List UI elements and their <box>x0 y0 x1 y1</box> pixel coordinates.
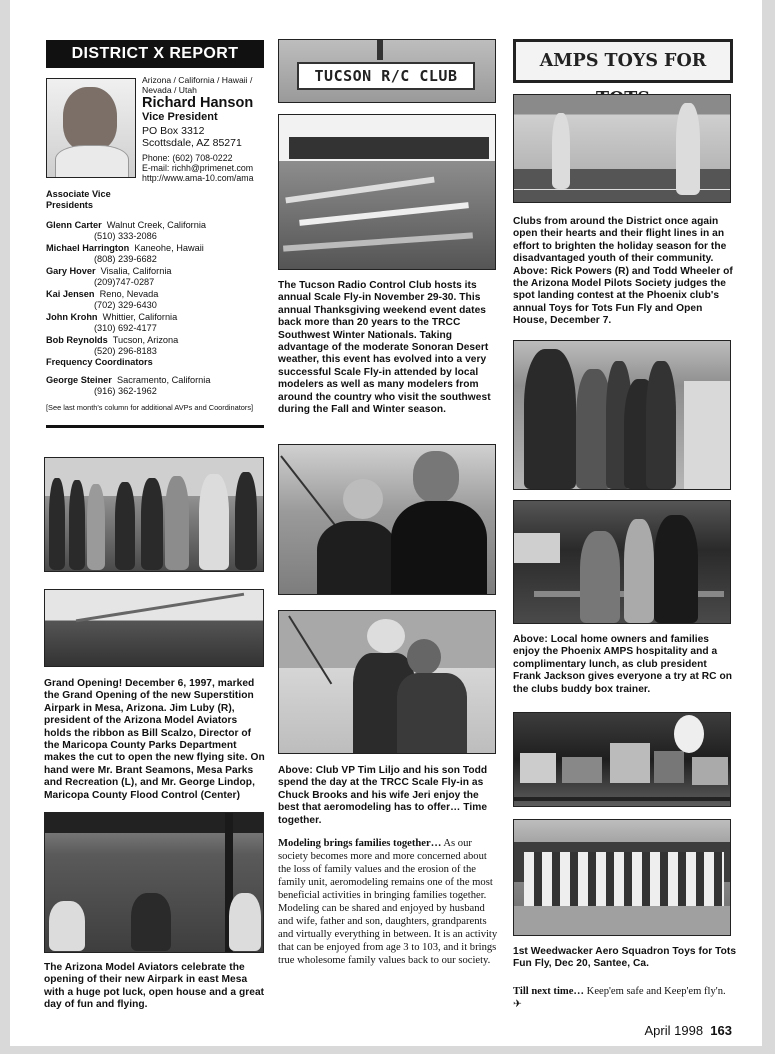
vp-portrait <box>46 78 136 178</box>
article-lead: Modeling brings families together… <box>278 838 442 849</box>
vp-name: Richard Hanson <box>142 95 254 111</box>
page-footer <box>645 1023 732 1038</box>
frequency-note: [See last month's column for additional AVPs and Coordinators] <box>46 403 254 412</box>
caption-aviators: The Arizona Model Aviators celebrate the opening of their new Airpark in east Mesa with a huge pot luck, open house and a great day of fun and flying. <box>44 962 265 1011</box>
photo-pilot-and-caller <box>278 444 496 595</box>
magazine-page <box>10 0 762 1046</box>
page-number: 163 <box>710 1023 732 1038</box>
photo-weedwacker-squadron <box>513 819 731 936</box>
associates-heading-line2: Presidents <box>46 200 93 210</box>
caption-clubs: Clubs from around the District once again open their hearts and their flight lines in an effort to brighten the holiday season for the disadvantaged youth of their community. Above: Rick Powers (R) and Todd Wheeler of the Arizona Model Pilots Society judges the spot landing contest at the Phoenix club's annual Toys for Tots Fun Fly and Open House, December 7. <box>513 216 733 327</box>
frequency-heading: Frequency Coordinators <box>46 357 153 367</box>
tucson-sign-board: TUCSON R/C CLUB <box>297 62 475 90</box>
article-body: As our society becomes more and more concerned about the loss of family values and the erosion of the family unit, aeromodeling remains one of the most beneficial activities in bringing families together. Modeling can be shared and enjoyed by husband and wife, father and son, daughters, grandparents and virtually everything in between. It is an activity that can be enjoyed from age 3 to 103, and it brings true wholesome family values back to our society. <box>278 838 498 966</box>
associates-heading-line1: Associate Vice <box>46 189 111 199</box>
section-divider <box>46 425 264 428</box>
vp-info <box>142 75 272 183</box>
vp-address1: PO Box 3312 <box>142 125 205 137</box>
article-families <box>278 837 500 967</box>
associates-list <box>46 220 271 358</box>
associate-entry: Gary Hover Visalia, California (209)747-0287 <box>46 266 172 287</box>
photo-tucson-airfield <box>278 114 496 270</box>
vp-role: Vice President <box>142 111 218 123</box>
frequency-entry: George Steiner Sacramento, California (916) 362-1962 <box>46 375 211 396</box>
closing-note <box>513 985 737 1011</box>
caption-local: Above: Local home owners and families enjoy the Phoenix AMPS hospitality and a complimentary lunch, as club president Frank Jackson gives everyone a try at RC on the clubs buddy box trainer. <box>513 634 733 695</box>
vp-region: Arizona / California / Hawaii / Nevada / Utah <box>142 75 253 95</box>
vp-address2: Scottsdale, AZ 85271 <box>142 136 242 149</box>
closing-body: Keep'em safe and Keep'em fly'n. ✈ <box>513 986 726 1010</box>
photo-ribbon-cutting <box>44 457 264 572</box>
vp-phone: Phone: (602) 708-0222 <box>142 153 233 163</box>
photo-tucson-sign <box>278 39 496 103</box>
page-title: DISTRICT X REPORT <box>46 40 264 68</box>
issue-date: April 1998 <box>644 1023 704 1038</box>
caption-grand-opening: Grand Opening! December 6, 1997, marked the Grand Opening of the new Superstition Airpark in Mesa, Arizona. Jim Luby (R), president of the Arizona Model Aviators holds the ribbon as Bill Scalzo, Director of the Maricopa County Parks Department makes the cut to open the new flying site. On hand were Mr. Brant Seamons, Mesa Parks and Recreation (L), and Mr. George Lindop, Maricopa County Flood Control (Center) <box>44 678 265 801</box>
photo-amps-members <box>513 340 731 490</box>
associate-entry: John Krohn Whittier, California (310) 692-4177 <box>46 312 178 333</box>
caption-tucson: The Tucson Radio Control Club hosts its annual Scale Fly-in November 29-30. This annual Thanksgiving weekend event dates back more than 20 years to the TRCC Southwest Winter Nationals. Taking advantage of the moderate Sonoran Desert weather, this event has evolved into a very successful Scale Fly-in attended by local modelers as well as many modelers from around the country who visit the southwest during the Fall and Winter season. <box>278 280 491 416</box>
associates-heading <box>46 189 111 211</box>
associate-entry: Bob Reynolds Tucson, Arizona (520) 296-8183 <box>46 335 179 356</box>
photo-toys-table <box>513 712 731 807</box>
photo-glider-flying <box>44 589 264 667</box>
associate-entry: Glenn Carter Walnut Creek, California (510) 333-2086 <box>46 220 206 241</box>
vp-web[interactable]: http://www.ama-10.com/ama <box>142 173 254 183</box>
associate-entry: Kai Jensen Reno, Nevada (702) 329-6430 <box>46 289 159 310</box>
photo-potluck <box>44 812 264 953</box>
caption-club-vp: Above: Club VP Tim Liljo and his son Todd spend the day at the TRCC Scale Fly-in as Chuck Brooks and his wife Jeri enjoy the best that aeromodeling has to offer… Time together. <box>278 765 488 826</box>
photo-hospitality <box>513 500 731 624</box>
associate-entry: Michael Harrington Kaneohe, Hawaii (808) 239-6682 <box>46 243 204 264</box>
vp-email[interactable]: E-mail: richh@primenet.com <box>142 163 254 173</box>
closing-lead: Till next time… <box>513 986 585 997</box>
amps-banner: AMPS TOYS FOR <box>513 39 733 83</box>
photo-club-vp <box>278 610 496 754</box>
photo-spot-landing-judges <box>513 94 731 203</box>
frequency-block <box>46 357 271 413</box>
caption-weedwacker: 1st Weedwacker Aero Squadron Toys for Tots Fun Fly, Dec 20, Santee, Ca. <box>513 946 737 970</box>
